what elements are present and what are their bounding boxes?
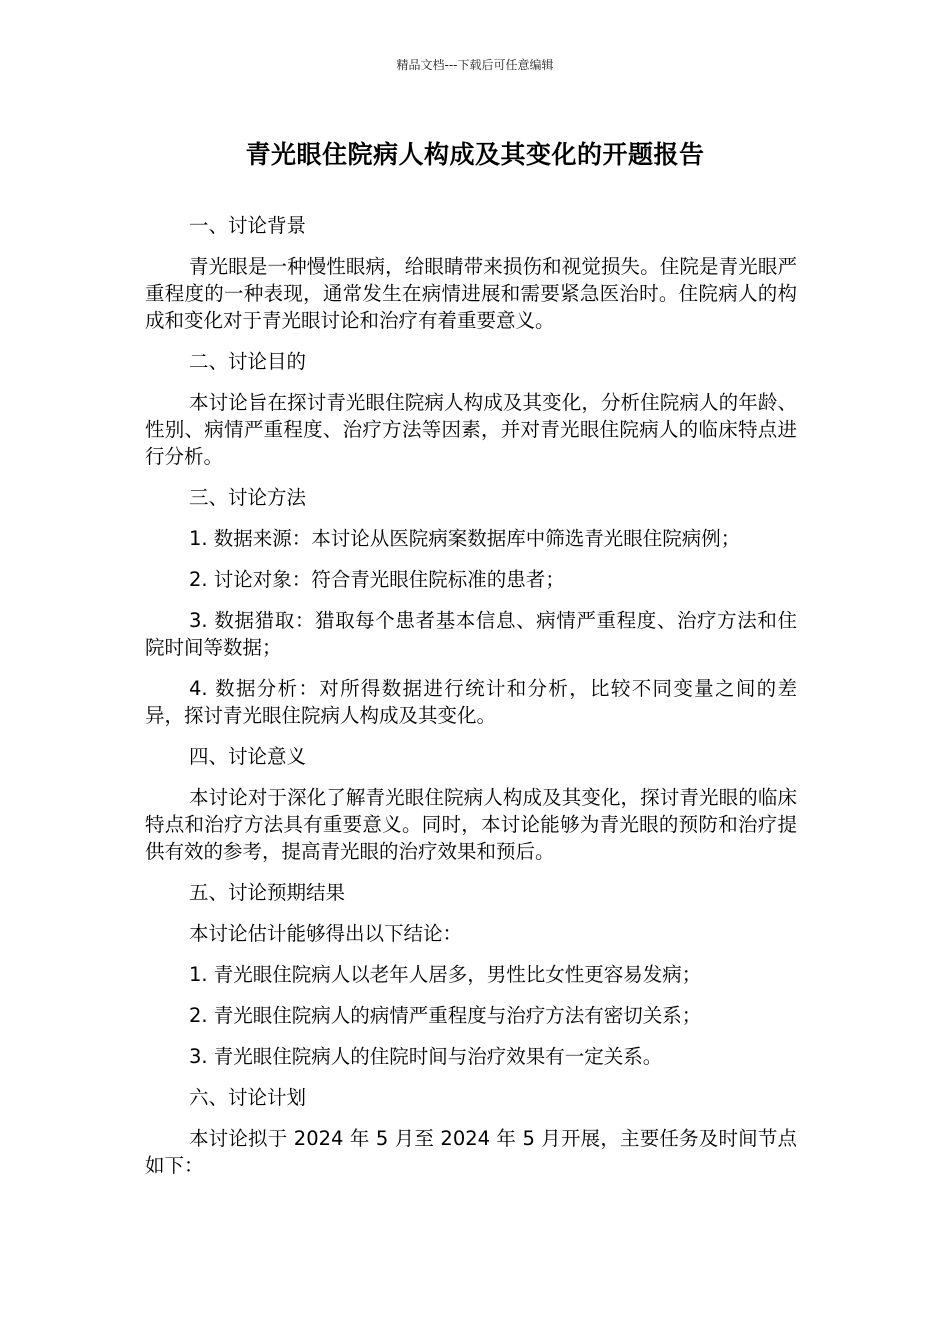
section-heading-method: 三、讨论方法 — [189, 486, 307, 509]
section-heading-plan: 六、讨论计划 — [189, 1086, 307, 1109]
expected-result-item: 3. 青光眼住院病人的住院时间与治疗效果有一定关系。 — [189, 1045, 663, 1068]
method-item: 1. 数据来源：本讨论从医院病案数据库中筛选青光眼住院病例； — [189, 527, 741, 550]
document-title: 青光眼住院病人构成及其变化的开题报告 — [245, 140, 705, 169]
expected-result-item: 2. 青光眼住院病人的病情严重程度与治疗方法有密切关系； — [189, 1004, 702, 1027]
section-heading-expected-results: 五、讨论预期结果 — [189, 881, 346, 904]
document-body — [145, 212, 797, 1193]
section-heading-significance: 四、讨论意义 — [189, 745, 307, 768]
section-heading-background: 一、讨论背景 — [189, 214, 307, 237]
expected-results-intro: 本讨论估计能够得出以下结论： — [189, 922, 463, 945]
expected-result-item: 1. 青光眼住院病人以老年人居多，男性比女性更容易发病； — [189, 963, 702, 986]
background-paragraph: 青光眼是一种慢性眼病，给眼睛带来损伤和视觉损失。住院是青光眼严重程度的一种表现，通常发生在病情进展和需要紧急医治时。住院病人的构成和变化对于青光眼讨论和治疗有着重要意义。 — [145, 255, 797, 332]
header-note: 精品文档---下载后可任意编辑 — [396, 58, 554, 72]
significance-paragraph: 本讨论对于深化了解青光眼住院病人构成及其变化，探讨青光眼的临床特点和治疗方法具有重要意义。同时，本讨论能够为青光眼的预防和治疗提供有效的参考，提高青光眼的治疗效果和预后。 — [145, 786, 797, 863]
method-item: 4. 数据分析：对所得数据进行统计和分析，比较不同变量之间的差异，探讨青光眼住院病人构成及其变化。 — [145, 677, 797, 727]
plan-paragraph: 本讨论拟于 2024 年 5 月至 2024 年 5 月开展，主要任务及时间节点如下： — [145, 1127, 797, 1177]
section-heading-purpose: 二、讨论目的 — [189, 350, 307, 373]
method-item: 3. 数据猎取：猎取每个患者基本信息、病情严重程度、治疗方法和住院时间等数据； — [145, 609, 797, 659]
method-item: 2. 讨论对象：符合青光眼住院标准的患者； — [189, 568, 565, 591]
purpose-paragraph: 本讨论旨在探讨青光眼住院病人构成及其变化，分析住院病人的年龄、性别、病情严重程度、治疗方法等因素，并对青光眼住院病人的临床特点进行分析。 — [145, 391, 797, 468]
